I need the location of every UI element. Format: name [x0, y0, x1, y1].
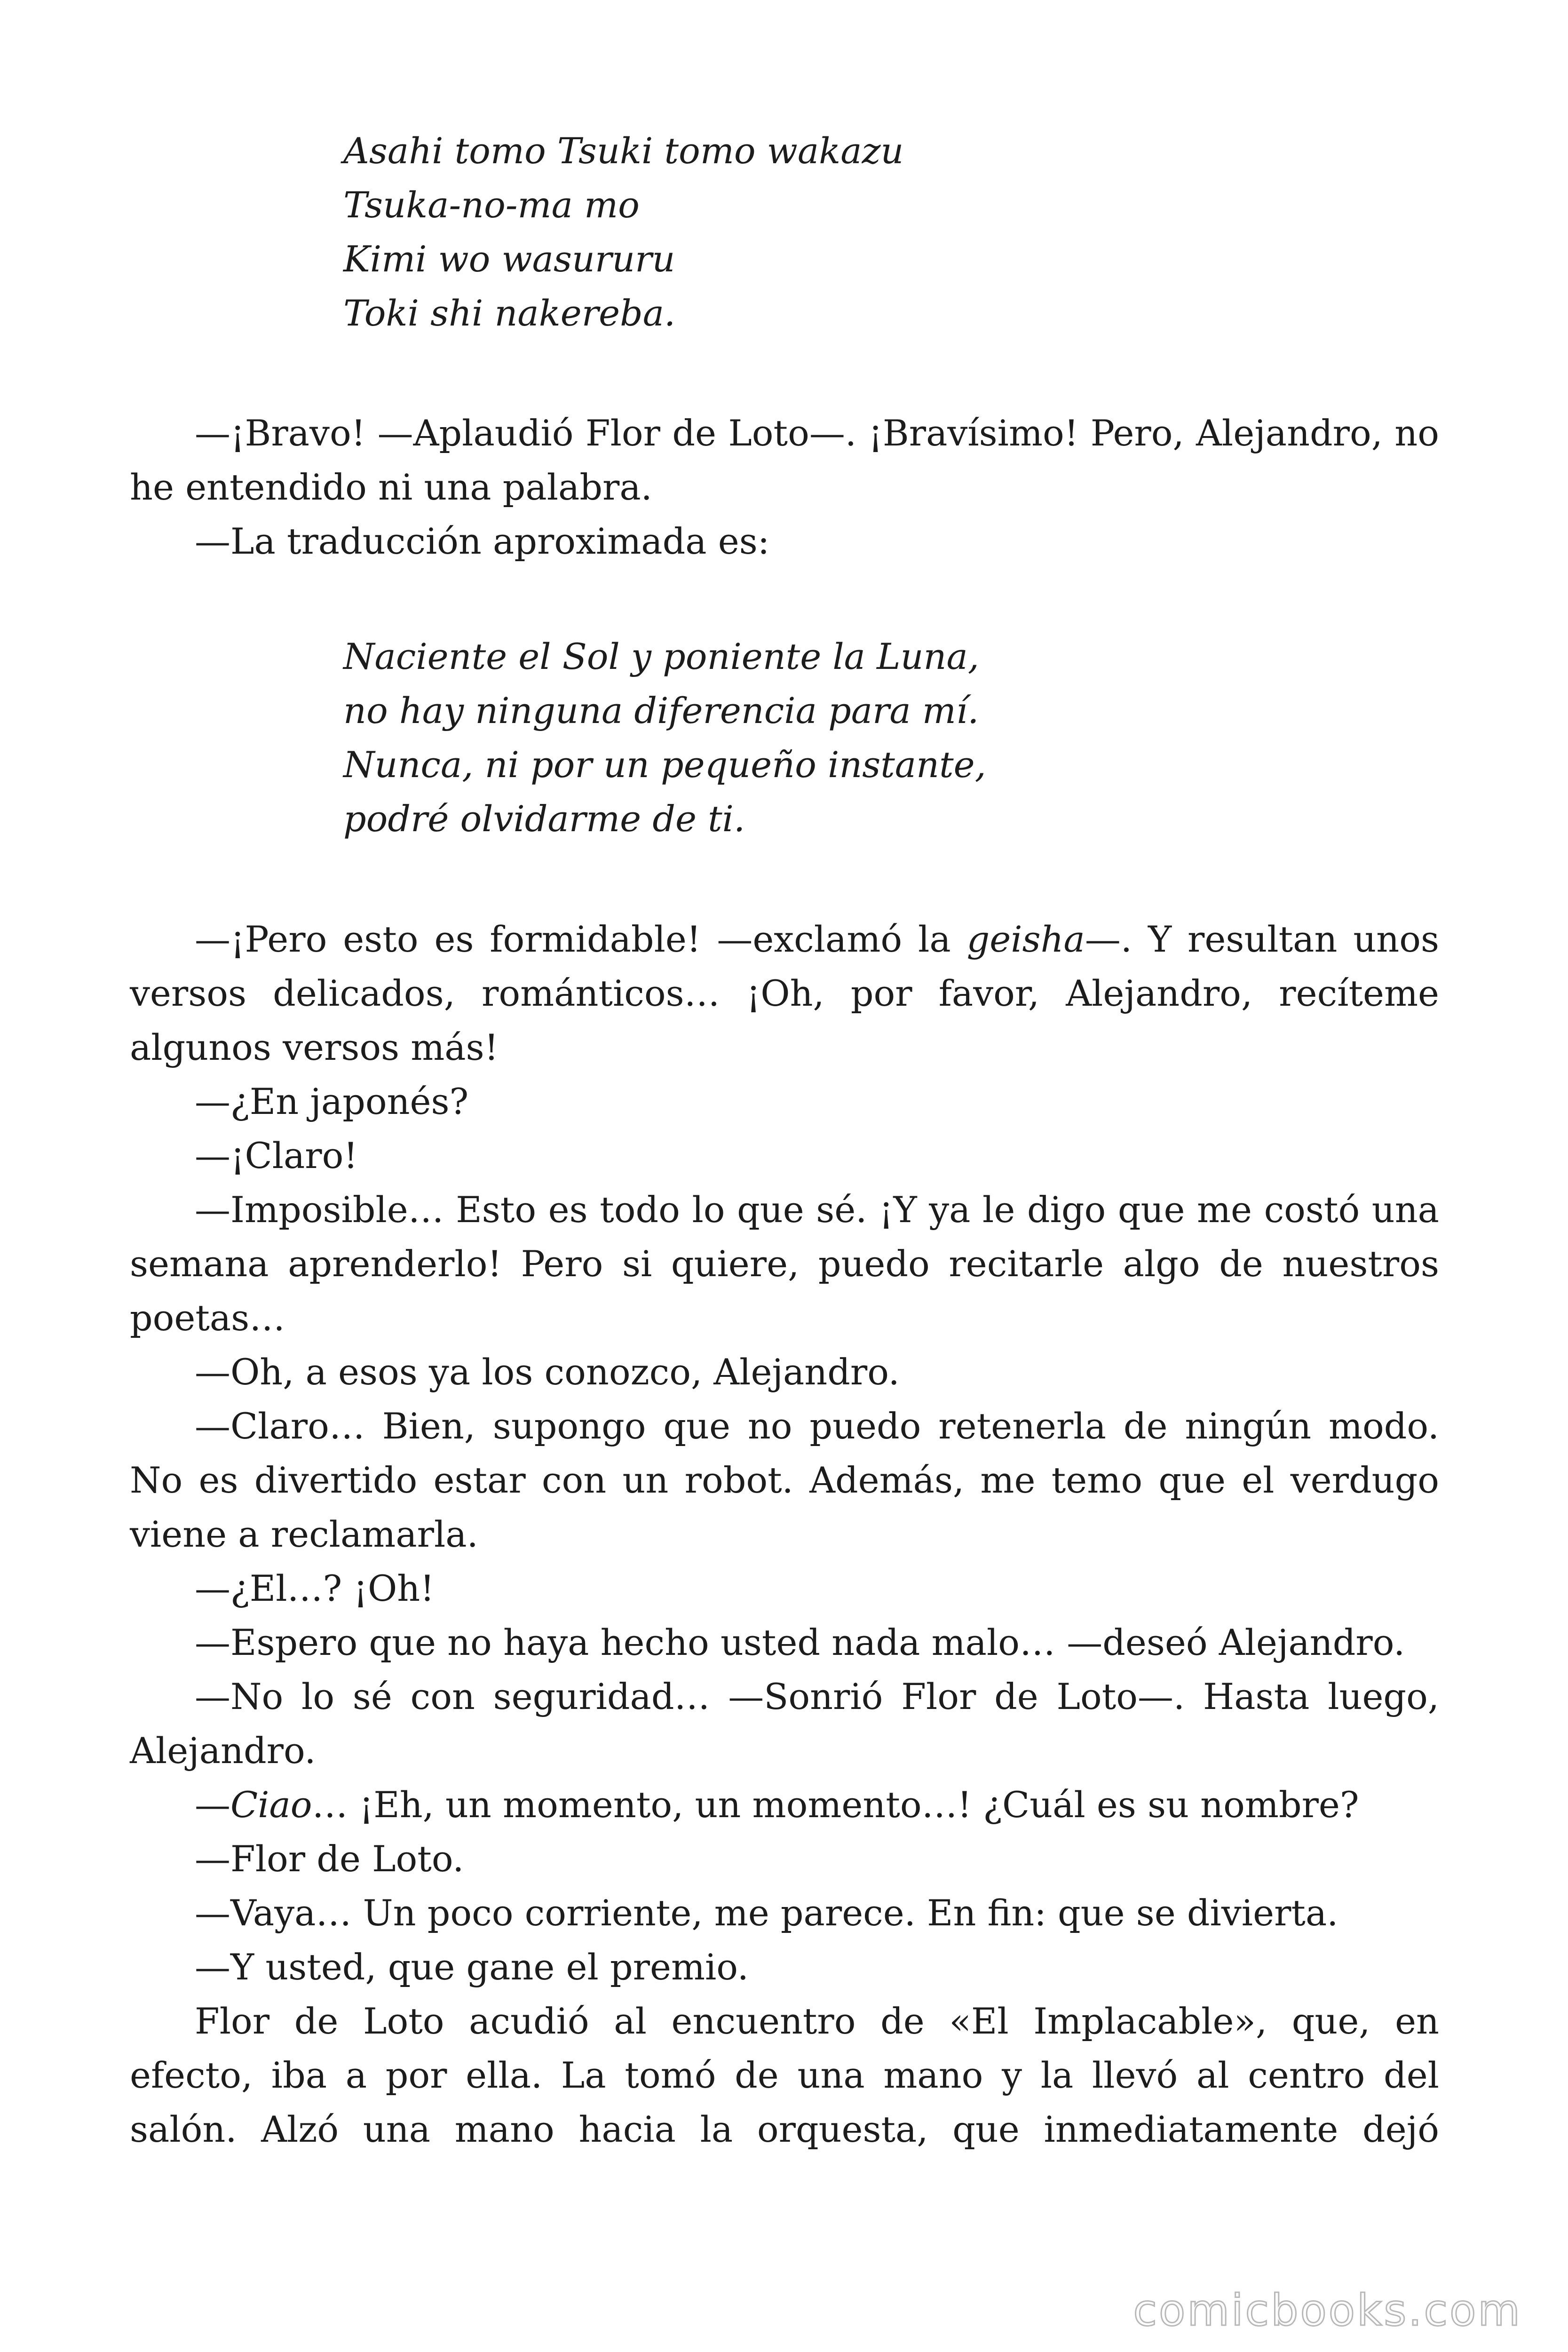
- paragraph: [130, 912, 1439, 1074]
- poem-line: no hay ninguna diferencia para mí.: [343, 690, 979, 731]
- paragraph: —Claro… Bien, supongo que no puedo retenerla de ningún modo. No es divertido estar con un robot. Además, me temo que el verdugo viene a reclamarla.: [130, 1405, 1439, 1555]
- poem-line: Kimi wo wasururu: [343, 238, 675, 280]
- paragraph: [130, 1778, 1439, 1832]
- text-run: —. Y resultan unos versos delicados, románticos… ¡Oh, por favor, Alejandro, recíteme algunos versos más!: [130, 918, 1439, 1068]
- paragraph: —Espero que no haya hecho usted nada malo… —deseó Alejandro.: [195, 1621, 1405, 1663]
- text-run: —: [195, 1784, 230, 1826]
- paragraph: —Y usted, que gane el premio.: [195, 1946, 749, 1988]
- paragraph: Flor de Loto acudió al encuentro de «El Implacable», que, en efecto, iba a por ella. La tomó de una mano y la llevó al centro del salón. Alzó una mano hacia la orquesta, que inmediatamente dejó: [130, 2000, 1439, 2150]
- paragraph: —¿El…? ¡Oh!: [195, 1567, 435, 1609]
- paragraph: —¡Claro!: [195, 1135, 358, 1176]
- watermark: comicbooks.com: [1133, 2285, 1522, 2336]
- paragraph: —Imposible… Esto es todo lo que sé. ¡Y ya le digo que me costó una semana aprenderlo! Pero si quiere, puedo recitarle algo de nuestros poetas…: [130, 1189, 1439, 1339]
- paragraph: —Vaya… Un poco corriente, me parece. En fin: que se divierta.: [195, 1892, 1338, 1934]
- text-run: —¡Pero esto es formidable! —exclamó la: [195, 918, 967, 960]
- paragraph: —No lo sé con seguridad… —Sonrió Flor de Loto—. Hasta luego, Alejandro.: [130, 1676, 1439, 1772]
- paragraph: —La traducción aproximada es:: [195, 520, 770, 562]
- paragraph: —¿En japonés?: [195, 1081, 469, 1122]
- paragraph: —¡Bravo! —Aplaudió Flor de Loto—. ¡Bravísimo! Pero, Alejandro, no he entendido ni una palabra.: [130, 412, 1439, 508]
- prose-block-1: [130, 406, 1439, 568]
- emphasis: Ciao: [230, 1784, 312, 1826]
- poem-line: Toki shi nakereba.: [343, 292, 676, 334]
- emphasis: geisha: [966, 918, 1085, 960]
- poem-japanese: [343, 124, 904, 340]
- prose-block-2: [130, 912, 1439, 2156]
- poem-line: Naciente el Sol y poniente la Luna,: [343, 636, 979, 677]
- poem-line: Asahi tomo Tsuki tomo wakazu: [343, 130, 904, 172]
- text-run: … ¡Eh, un momento, un momento…! ¿Cuál es su nombre?: [312, 1784, 1359, 1826]
- poem-line: Nunca, ni por un pequeño instante,: [343, 744, 986, 786]
- paragraph: —Oh, a esos ya los conozco, Alejandro.: [195, 1351, 900, 1393]
- poem-line: podré olvidarme de ti.: [343, 798, 745, 840]
- poem-translation: [343, 629, 986, 846]
- paragraph: —Flor de Loto.: [195, 1838, 464, 1880]
- poem-line: Tsuka-no-ma mo: [343, 184, 640, 226]
